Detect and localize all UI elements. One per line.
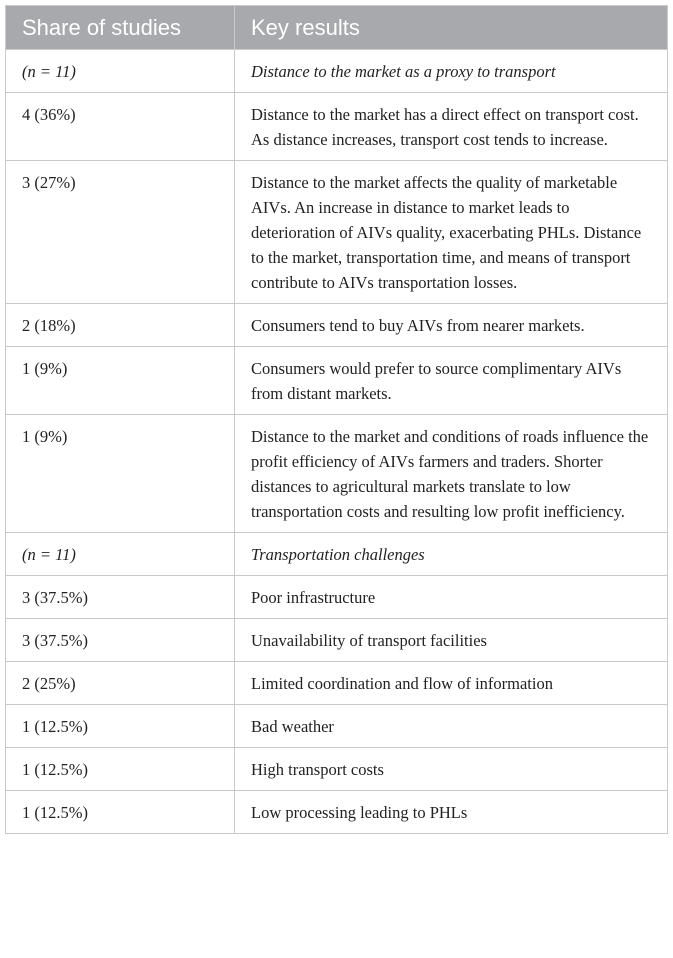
result-cell: Bad weather [235, 705, 668, 748]
share-cell: 1 (9%) [6, 347, 235, 415]
share-cell: 1 (12.5%) [6, 791, 235, 834]
result-cell: Distance to the market has a direct effect on transport cost. As distance increases, transport cost tends to increase. [235, 93, 668, 161]
results-table-container [5, 5, 667, 834]
table-row [6, 748, 668, 791]
share-cell: 4 (36%) [6, 93, 235, 161]
share-cell: 3 (37.5%) [6, 619, 235, 662]
table-body [6, 50, 668, 834]
header-row [6, 6, 668, 50]
share-cell: 1 (12.5%) [6, 705, 235, 748]
share-cell: 2 (25%) [6, 662, 235, 705]
result-cell: Distance to the market affects the quality of marketable AIVs. An increase in distance to market leads to deterioration of AIVs quality, exacerbating PHLs. Distance to the market, transportation time, and means of transport contribute to AIVs transportation losses. [235, 161, 668, 304]
header-share-of-studies: Share of studies [6, 6, 235, 50]
table-row [6, 662, 668, 705]
result-cell: Distance to the market as a proxy to transport [235, 50, 668, 93]
table-row [6, 161, 668, 304]
header-key-results: Key results [235, 6, 668, 50]
share-cell: 1 (12.5%) [6, 748, 235, 791]
table-row [6, 791, 668, 834]
result-cell: High transport costs [235, 748, 668, 791]
result-cell: Limited coordination and flow of information [235, 662, 668, 705]
result-cell: Low processing leading to PHLs [235, 791, 668, 834]
table-row [6, 705, 668, 748]
share-cell: (n = 11) [6, 50, 235, 93]
result-cell: Consumers would prefer to source complimentary AIVs from distant markets. [235, 347, 668, 415]
share-cell: 3 (37.5%) [6, 576, 235, 619]
share-cell: 1 (9%) [6, 415, 235, 533]
table-row [6, 304, 668, 347]
table-header [6, 6, 668, 50]
result-cell: Poor infrastructure [235, 576, 668, 619]
table-row [6, 533, 668, 576]
table-row [6, 347, 668, 415]
table-row [6, 93, 668, 161]
table-row [6, 619, 668, 662]
table-row [6, 415, 668, 533]
table-row [6, 50, 668, 93]
share-cell: (n = 11) [6, 533, 235, 576]
result-cell: Consumers tend to buy AIVs from nearer markets. [235, 304, 668, 347]
share-cell: 2 (18%) [6, 304, 235, 347]
result-cell: Distance to the market and conditions of roads influence the profit efficiency of AIVs farmers and traders. Shorter distances to agricultural markets translate to low transportation costs and resulting low profit inefficiency. [235, 415, 668, 533]
table-row [6, 576, 668, 619]
result-cell: Transportation challenges [235, 533, 668, 576]
results-table [5, 5, 668, 834]
result-cell: Unavailability of transport facilities [235, 619, 668, 662]
share-cell: 3 (27%) [6, 161, 235, 304]
